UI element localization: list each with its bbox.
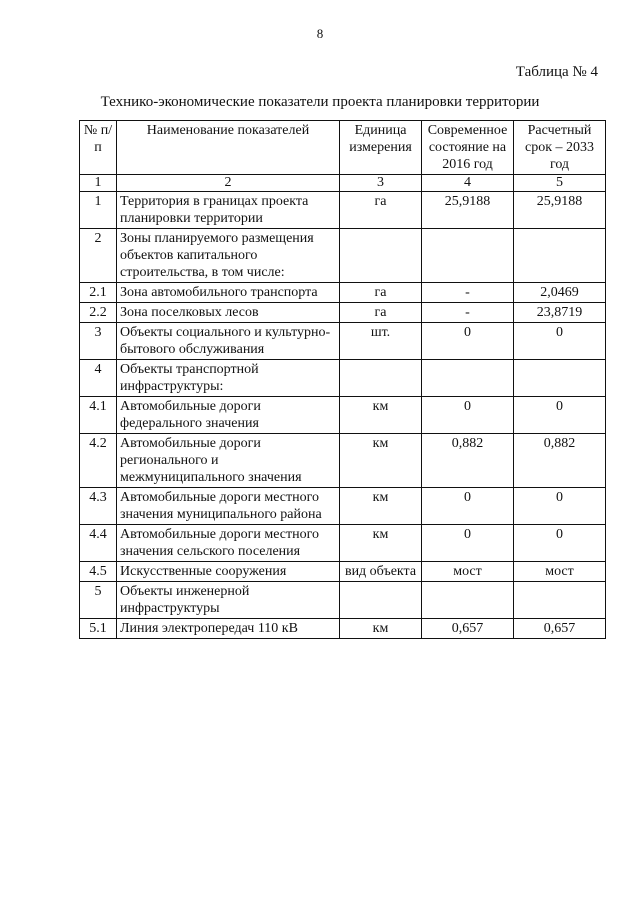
row-name: Зона поселковых лесов [117, 303, 340, 323]
row-name: Искусственные сооружения [117, 562, 340, 582]
row-calc: 0 [514, 525, 606, 562]
row-name: Зона автомобильного транспорта [117, 283, 340, 303]
row-current [422, 582, 514, 619]
header-unit: Единица измерения [340, 121, 422, 175]
row-calc: 0,882 [514, 434, 606, 488]
table-row [80, 303, 606, 323]
row-num: 4.3 [80, 488, 117, 525]
row-unit: км [340, 397, 422, 434]
table-row [80, 562, 606, 582]
row-name: Зоны планируемого размещения объектов капитального строительства, в том числе: [117, 229, 340, 283]
row-unit: шт. [340, 323, 422, 360]
row-name: Автомобильные дороги федерального значения [117, 397, 340, 434]
row-calc: 0,657 [514, 619, 606, 639]
header-row [80, 121, 606, 175]
indicators-table [79, 120, 606, 639]
page-number: 8 [316, 26, 324, 41]
row-unit: км [340, 488, 422, 525]
row-calc: 25,9188 [514, 192, 606, 229]
row-name: Автомобильные дороги регионального и межмуниципального значения [117, 434, 340, 488]
row-current [422, 229, 514, 283]
row-unit: км [340, 619, 422, 639]
table-row [80, 488, 606, 525]
row-current [422, 360, 514, 397]
row-calc [514, 229, 606, 283]
row-unit: вид объекта [340, 562, 422, 582]
row-calc: 0 [514, 323, 606, 360]
row-calc: 23,8719 [514, 303, 606, 323]
row-current: 0 [422, 525, 514, 562]
row-current: 0 [422, 397, 514, 434]
table-row [80, 525, 606, 562]
row-unit [340, 360, 422, 397]
table-row [80, 192, 606, 229]
row-unit: км [340, 525, 422, 562]
row-current: 25,9188 [422, 192, 514, 229]
row-unit: га [340, 283, 422, 303]
row-current: 0 [422, 488, 514, 525]
row-num: 2.2 [80, 303, 117, 323]
row-num: 4.2 [80, 434, 117, 488]
table-row [80, 360, 606, 397]
row-calc: 0 [514, 488, 606, 525]
row-current: - [422, 283, 514, 303]
row-current: 0,657 [422, 619, 514, 639]
table-row [80, 582, 606, 619]
row-num: 4 [80, 360, 117, 397]
row-current: мост [422, 562, 514, 582]
column-number-row [80, 175, 606, 192]
document-title: Технико-экономические показатели проекта планировки территории [100, 94, 540, 110]
header-name: Наименование показателей [117, 121, 340, 175]
row-name: Объекты социального и культурно-бытового обслуживания [117, 323, 340, 360]
header-num: № п/п [80, 121, 117, 175]
row-calc: 2,0469 [514, 283, 606, 303]
row-name: Объекты инженерной инфраструктуры [117, 582, 340, 619]
header-current: Современное состояние на 2016 год [422, 121, 514, 175]
row-name: Линия электропередач 110 кВ [117, 619, 340, 639]
table-row [80, 434, 606, 488]
row-calc: мост [514, 562, 606, 582]
header-calc: Расчетный срок – 2033 год [514, 121, 606, 175]
row-num: 2.1 [80, 283, 117, 303]
row-num: 5 [80, 582, 117, 619]
row-calc: 0 [514, 397, 606, 434]
table-row [80, 323, 606, 360]
row-unit [340, 582, 422, 619]
table-label: Таблица № 4 [515, 64, 598, 80]
row-num: 3 [80, 323, 117, 360]
row-unit [340, 229, 422, 283]
row-unit: км [340, 434, 422, 488]
row-name: Объекты транспортной инфраструктуры: [117, 360, 340, 397]
table-row [80, 283, 606, 303]
row-num: 4.5 [80, 562, 117, 582]
row-num: 1 [80, 192, 117, 229]
row-unit: га [340, 192, 422, 229]
column-number: 3 [340, 175, 422, 192]
row-num: 4.1 [80, 397, 117, 434]
column-number: 1 [80, 175, 117, 192]
column-number: 5 [514, 175, 606, 192]
row-calc [514, 582, 606, 619]
row-num: 4.4 [80, 525, 117, 562]
table-row [80, 229, 606, 283]
row-name: Автомобильные дороги местного значения муниципального района [117, 488, 340, 525]
row-name: Автомобильные дороги местного значения сельского поселения [117, 525, 340, 562]
row-num: 2 [80, 229, 117, 283]
row-name: Территория в границах проекта планировки территории [117, 192, 340, 229]
row-unit: га [340, 303, 422, 323]
column-number: 2 [117, 175, 340, 192]
row-current: 0 [422, 323, 514, 360]
row-current: 0,882 [422, 434, 514, 488]
table-row [80, 619, 606, 639]
row-calc [514, 360, 606, 397]
row-current: - [422, 303, 514, 323]
column-number: 4 [422, 175, 514, 192]
row-num: 5.1 [80, 619, 117, 639]
table-row [80, 397, 606, 434]
